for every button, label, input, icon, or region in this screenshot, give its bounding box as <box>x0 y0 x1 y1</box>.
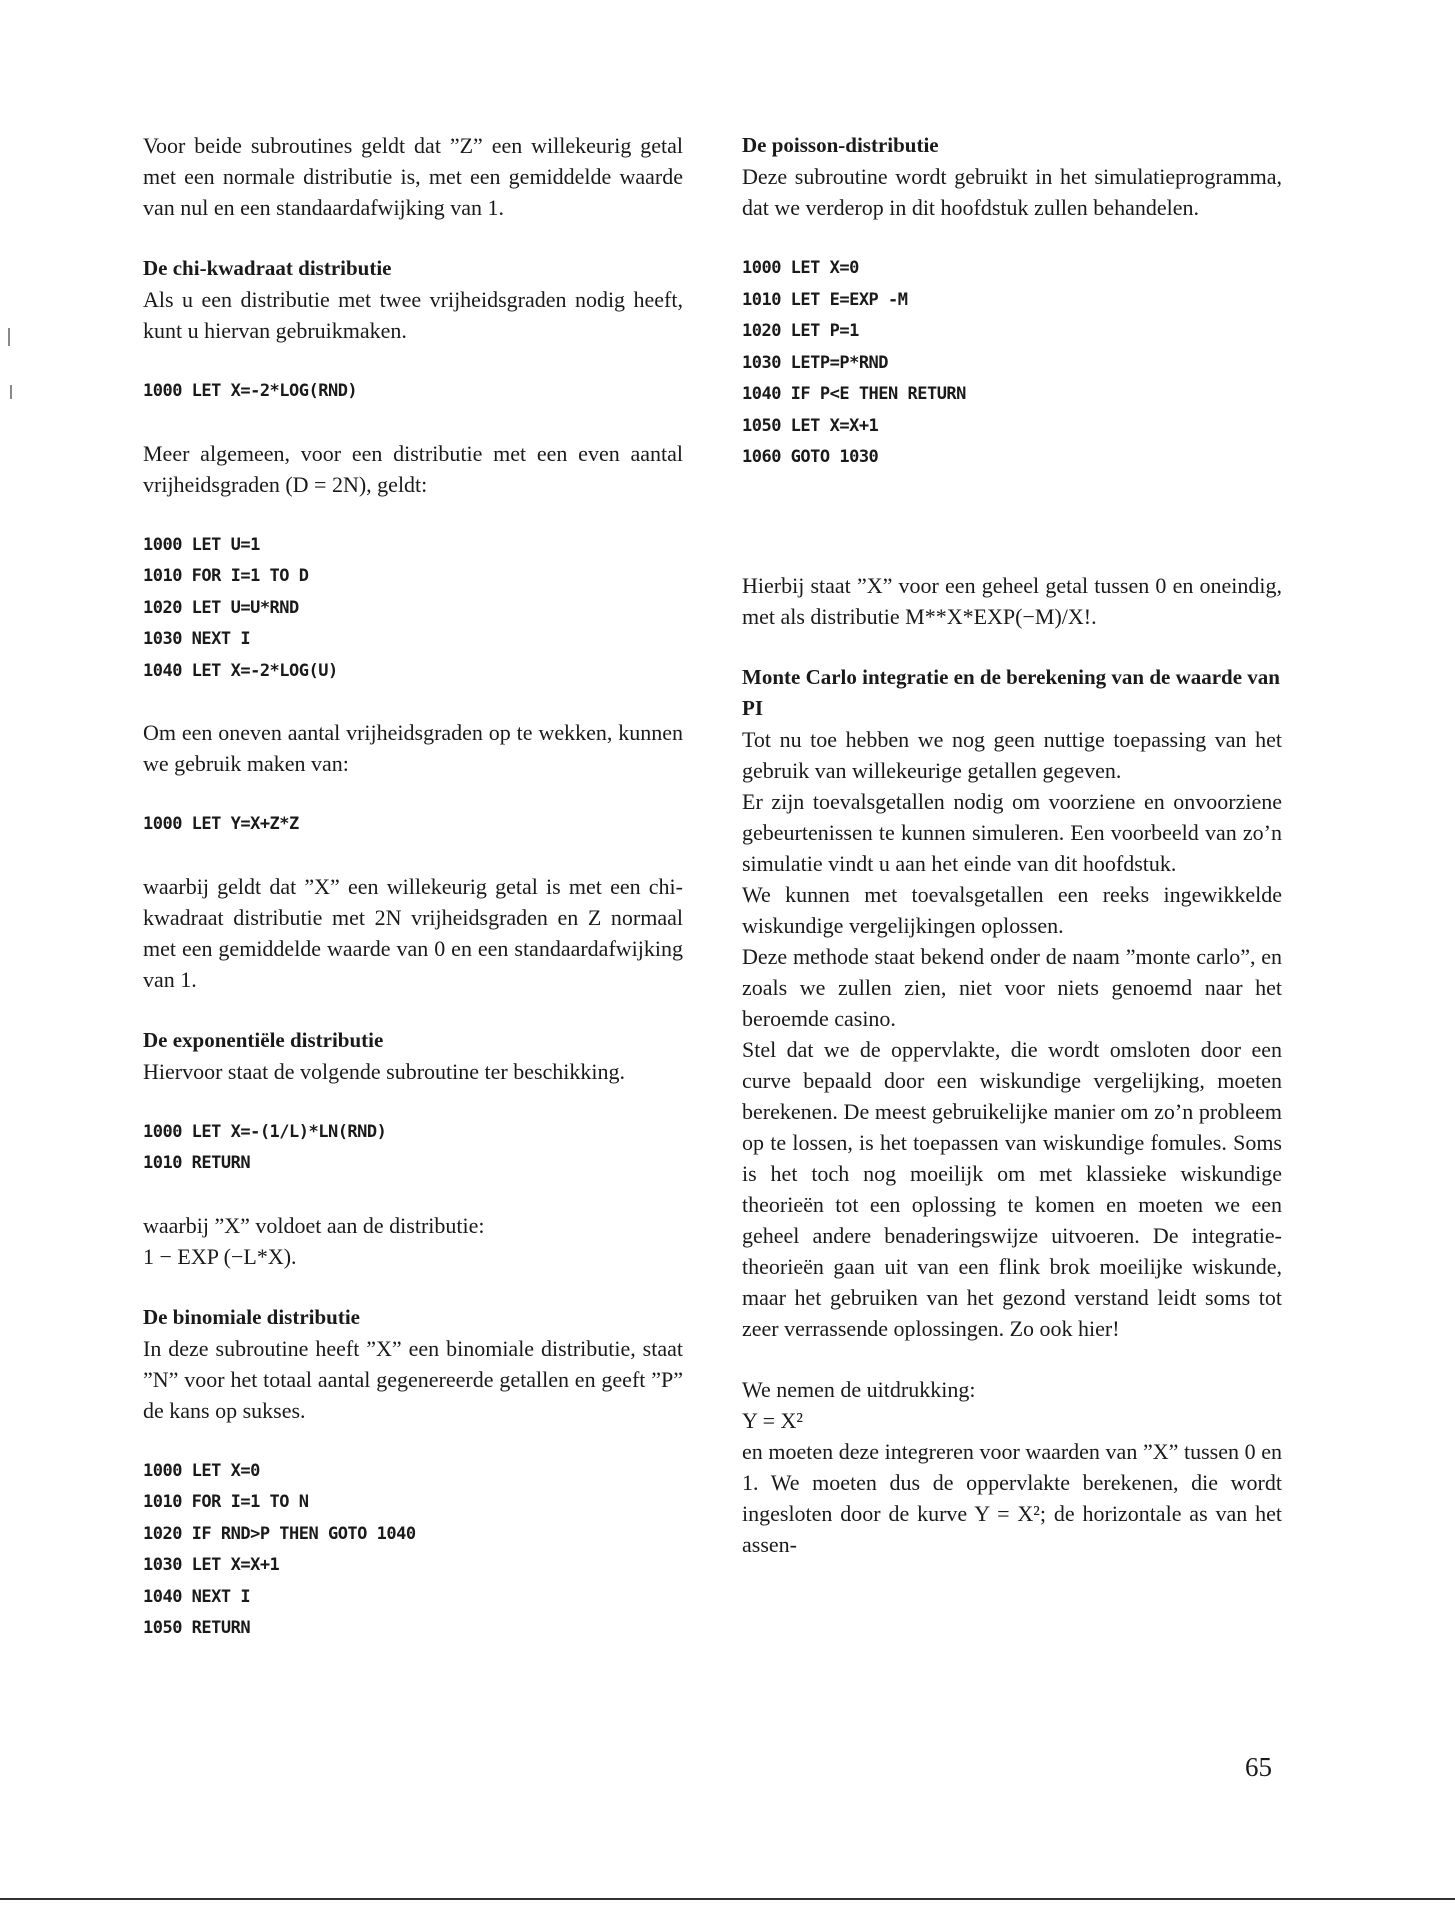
binomial-section <box>143 1302 683 1645</box>
poisson-text-2: Hierbij staat ”X” voor een geheel getal tussen 0 en oneindig, met als distributie M**X*EXP(−M)/X!. <box>742 573 1282 629</box>
poisson-section <box>742 130 1282 474</box>
code-line: 1020 LET U=U*RND <box>143 597 299 618</box>
right-column-top <box>742 130 1282 504</box>
chi-square-heading: De chi-kwadraat distributie <box>143 256 392 280</box>
margin-mark <box>10 385 12 399</box>
code-line: 1000 LET X=-2*LOG(RND) <box>143 381 358 401</box>
chi-square-text-4: waarbij geldt dat ”X” een willekeurig getal is met een chi-kwadraat distributie met 2N vrijheidsgraden en Z normaal met een gemiddelde waarde van 0 en een standaardafwijking van 1. <box>143 873 683 992</box>
code-line: 1030 LETP=P*RND <box>742 352 889 373</box>
exponential-text: Hiervoor staat de volgende subroutine ter beschikking. <box>143 1058 626 1084</box>
monte-carlo-p6: We nemen de uitdrukking: <box>742 1377 976 1402</box>
right-column-bottom <box>742 570 1282 1560</box>
exponential-text-2: waarbij ”X” voldoet aan de distributie: <box>143 1212 485 1238</box>
code-line: 1040 NEXT I <box>143 1586 251 1607</box>
code-block <box>143 1117 683 1180</box>
code-line: 1010 FOR I=1 TO D <box>143 566 309 586</box>
monte-carlo-p3: We kunnen met toevalsgetallen een reeks ingewikkelde wiskundige vergelijkingen oplossen. <box>742 882 1282 938</box>
code-line: 1000 LET U=1 <box>143 534 260 555</box>
margin-mark <box>8 328 10 346</box>
monte-carlo-p4: Deze methode staat bekend onder de naam ”monte carlo”, en zoals we zullen zien, niet voor niets genoemd naar het beroemde casino. <box>742 944 1282 1031</box>
code-line: 1010 RETURN <box>143 1153 251 1173</box>
monte-carlo-p1: Tot nu toe hebben we nog geen nuttige toepassing van het gebruik van willekeurige getallen gegeven. <box>742 727 1282 783</box>
exponential-heading: De exponentiële distributie <box>143 1027 384 1052</box>
code-block <box>143 1456 683 1645</box>
monte-carlo-heading: Monte Carlo integratie en de berekening van de waarde van PI <box>742 665 1280 720</box>
poisson-text: Deze subroutine wordt gebruikt in het simulatieprogramma, dat we verderop in dit hoofdstuk zullen behandelen. <box>742 164 1282 220</box>
monte-carlo-formula: Y = X² <box>742 1408 803 1433</box>
binomial-text: In deze subroutine heeft ”X” een binomiale distributie, staat ”N” voor het totaal aantal gegenereerde getallen en geeft ”P” de kans op sukses. <box>143 1335 683 1423</box>
code-block <box>143 376 683 408</box>
monte-carlo-section <box>742 662 1282 1560</box>
code-line: 1030 NEXT I <box>143 629 251 649</box>
code-line: 1000 LET X=0 <box>143 1460 260 1481</box>
code-line: 1010 LET E=EXP -M <box>742 289 908 310</box>
chi-square-text-2: Meer algemeen, voor een distributie met een even aantal vrijheidsgraden (D = 2N), geldt: <box>143 440 683 497</box>
code-line: 1020 IF RND>P THEN GOTO 1040 <box>143 1523 416 1544</box>
monte-carlo-p7: en moeten deze integreren voor waarden van ”X” tussen 0 en 1. We moeten dus de oppervlakte berekenen, die wordt ingesloten door de kurve Y = X²; de horizontale as van het assen- <box>742 1439 1282 1557</box>
code-line: 1060 GOTO 1030 <box>742 447 879 467</box>
chi-square-text-3: Om een oneven aantal vrijheidsgraden op te wekken, kunnen we gebruik maken van: <box>143 720 683 776</box>
intro-paragraph: Voor beide subroutines geldt dat ”Z” een willekeurig getal met een normale distributie is, met een gemiddelde waarde van nul en een standaardafwijking van 1. <box>143 133 683 220</box>
code-line: 1040 LET X=-2*LOG(U) <box>143 660 338 681</box>
code-block <box>143 809 683 841</box>
exponential-section <box>143 1025 683 1272</box>
code-line: 1000 LET X=0 <box>742 258 859 278</box>
code-line: 1010 FOR I=1 TO N <box>143 1492 309 1512</box>
code-line: 1000 LET Y=X+Z*Z <box>143 814 299 834</box>
monte-carlo-p5: Stel dat we de oppervlakte, die wordt omsloten door een curve bepaald door een wiskundige vergelijking, moeten berekenen. De meest gebruikelijke manier om zo’n probleem op te lossen, is het toepassen van wiskundige fomules. Soms is het toch nog moeilijk om met klassieke wiskundige theorieën tot een oplossing te komen en moeten we een geheel andere benaderingswijze uitvoeren. De integratie-theorieën gaan uit van een flink brok moeilijke wiskunde, maar het gebruiken van het gezond verstand leidt soms tot zeer verrassende oplossingen. Zo ook hier! <box>742 1037 1282 1341</box>
code-line: 1040 IF P<E THEN RETURN <box>742 384 966 404</box>
page-number: 65 <box>1245 1752 1272 1782</box>
poisson-heading: De poisson-distributie <box>742 133 939 157</box>
code-block <box>742 253 1282 474</box>
bottom-rule <box>0 1898 1455 1900</box>
left-column <box>143 130 683 1675</box>
chi-square-text: Als u een distributie met twee vrijheidsgraden nodig heeft, kunt u hiervan gebruikmaken. <box>143 287 683 343</box>
code-line: 1000 LET X=-(1/L)*LN(RND) <box>143 1121 387 1142</box>
chi-square-section <box>143 253 683 995</box>
exponential-formula: 1 − EXP (−L*X). <box>143 1243 297 1269</box>
code-line: 1050 LET X=X+1 <box>742 415 879 436</box>
code-block <box>143 530 683 688</box>
binomial-heading: De binomiale distributie <box>143 1304 361 1329</box>
intro-section <box>143 130 683 223</box>
monte-carlo-p2: Er zijn toevalsgetallen nodig om voorziene en onvoorziene gebeurtenissen te kunnen simuleren. Een voorbeeld van zo’n simulatie vindt u aan het einde van dit hoofdstuk. <box>742 789 1282 876</box>
code-line: 1030 LET X=X+1 <box>143 1555 280 1575</box>
code-line: 1020 LET P=1 <box>742 321 859 341</box>
code-line: 1050 RETURN <box>143 1618 251 1638</box>
